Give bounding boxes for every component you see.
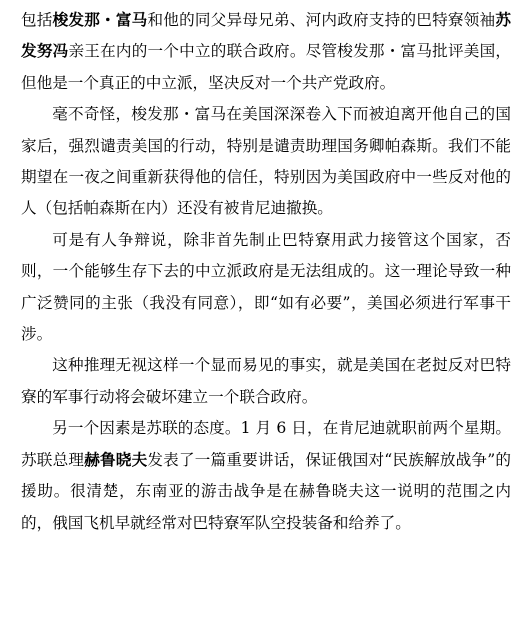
person-name-souphanouvong: 苏发努冯 xyxy=(21,11,511,61)
text-run: 另一个因素是苏联的态度。1 月 6 日，在肯尼迪就职前两个星期。苏联总理 xyxy=(21,419,511,469)
text-run: 包括 xyxy=(21,11,53,29)
paragraph-1 xyxy=(21,5,511,99)
text-run: 发表了一篇重要讲话，保证俄国对“民族解放战争”的援助。很清楚，东南亚的游击战争是在赫鲁晓夫这一说明的范围之内的，俄国飞机早就经常对巴特寮军队空投装备和给养了。 xyxy=(21,450,511,532)
text-run: 亲王在内的一个中立的联合政府。尽管梭发那・富马批评美国，但他是一个真正的中立派，坚决反对一个共产党政府。 xyxy=(21,42,511,92)
paragraph-3 xyxy=(21,225,511,351)
text-run: 毫不奇怪，梭发那・富马在美国深深卷入下而被迫离开他自己的国家后，强烈谴责美国的行动，特别是谴责助理国务卿帕森斯。我们不能期望在一夜之间重新获得他的信任，特别因为美国政府中一些反对他的人（包括帕森斯在内）还没有被肯尼迪撤换。 xyxy=(21,105,511,218)
text-run: 可是有人争辩说，除非首先制止巴特寮用武力接管这个国家，否则，一个能够生存下去的中立派政府是无法组成的。这一理论导致一种广泛赞同的主张（我没有同意），即“如有必要”，美国必须进行军事干涉。 xyxy=(21,230,511,344)
paragraph-4 xyxy=(21,350,511,413)
text-run: 这种推理无视这样一个显而易见的事实，就是美国在老挝反对巴特寮的军事行动将会破坏建立一个联合政府。 xyxy=(21,356,511,406)
text-run: 和他的同父异母兄弟、河内政府支持的巴特寮领袖 xyxy=(147,11,496,29)
person-name-souvanna-phouma: 梭发那・富马 xyxy=(52,11,148,29)
paragraph-5 xyxy=(21,413,511,539)
person-name-khrushchev: 赫鲁晓夫 xyxy=(84,450,148,469)
paragraph-2 xyxy=(21,99,511,225)
